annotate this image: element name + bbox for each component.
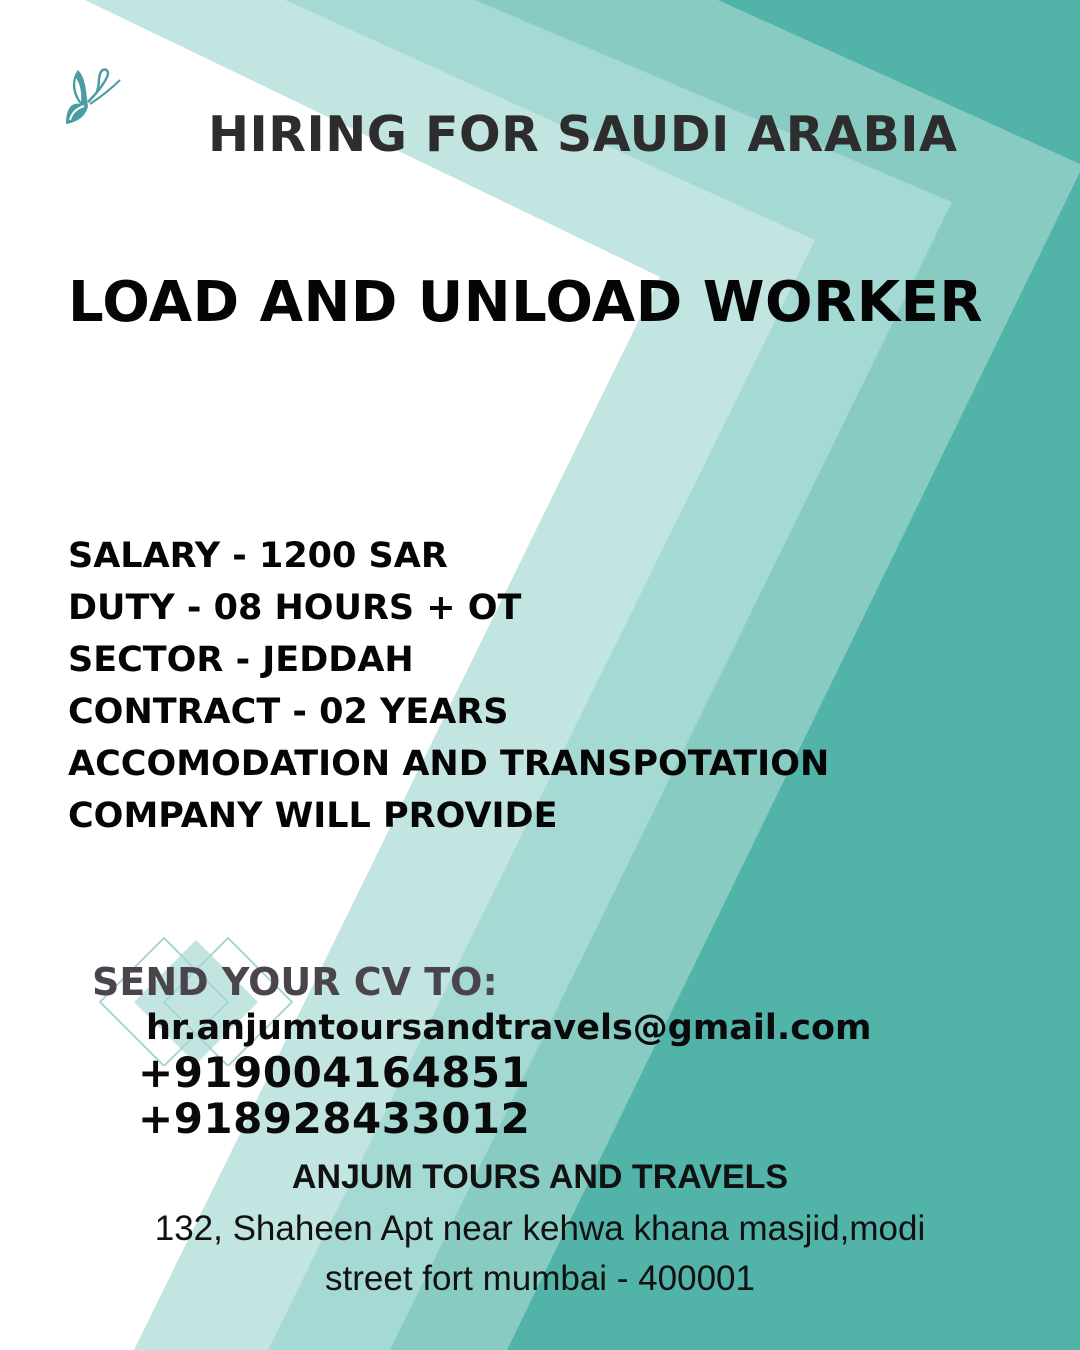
detail-sector: SECTOR - JEDDAH bbox=[68, 640, 414, 680]
send-cv-heading: SEND YOUR CV TO: bbox=[92, 960, 498, 1004]
company-address-line-1: 132, Shaheen Apt near kehwa khana masjid,modi bbox=[154, 1209, 926, 1248]
company-name: ANJUM TOURS AND TRAVELS bbox=[291, 1158, 789, 1196]
detail-company-provides: COMPANY WILL PROVIDE bbox=[68, 796, 558, 836]
detail-contract: CONTRACT - 02 YEARS bbox=[68, 692, 509, 732]
contact-phone-2[interactable]: +918928433012 bbox=[138, 1094, 531, 1143]
butterfly-icon bbox=[62, 64, 134, 132]
contact-email-link[interactable]: hr.anjumtoursandtravels@gmail.com bbox=[146, 1008, 872, 1048]
job-title: LOAD AND UNLOAD WORKER bbox=[68, 270, 984, 335]
contact-phone-1[interactable]: +919004164851 bbox=[138, 1048, 531, 1097]
job-details-list bbox=[68, 530, 829, 842]
detail-salary: SALARY - 1200 SAR bbox=[68, 536, 448, 576]
detail-duty: DUTY - 08 HOURS + OT bbox=[68, 588, 522, 628]
company-address-line-2: street fort mumbai - 400001 bbox=[325, 1259, 755, 1298]
page-header-title: HIRING FOR SAUDI ARABIA bbox=[208, 106, 958, 163]
detail-accommodation: ACCOMODATION AND TRANSPOTATION bbox=[68, 744, 830, 784]
